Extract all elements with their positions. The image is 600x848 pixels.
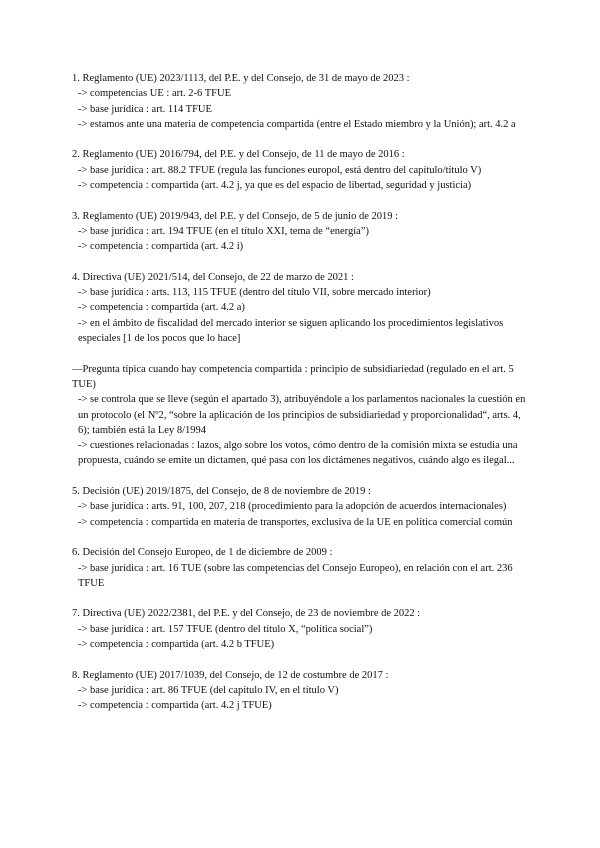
entry-detail: -> competencia : compartida (art. 4.2 b TFUE): [78, 638, 275, 650]
entry-block: [72, 270, 532, 346]
entry-detail: -> base jurídica : art. 16 TUE (sobre las competencias del Consejo Europeo), en relación con el art. 236 TFUE: [78, 562, 513, 589]
entry-detail: -> competencia : compartida (art. 4.2 j, ya que es del espacio de libertad, seguridad y justicia): [78, 180, 472, 192]
entry-detail: -> estamos ante una materia de competencia compartida (entre el Estado miembro y la Unión); art. 4.2 a: [78, 118, 516, 130]
entry-detail: -> en el ámbito de fiscalidad del mercado interior se siguen aplicando los procedimientos legislativos especiales [1 de los pocos que lo hace]: [78, 317, 504, 345]
entry-heading: 3. Reglamento (UE) 2019/943, del P.E. y del Consejo, de 5 de junio de 2019 :: [72, 210, 399, 222]
entry-detail: -> base jurídica : arts. 91, 100, 207, 218 (procedimiento para la adopción de acuerdos internacionales): [78, 501, 507, 513]
entry-block: [72, 71, 532, 132]
entry-heading: 7. Directiva (UE) 2022/2381, del P.E. y del Consejo, de 23 de noviembre de 2022 :: [72, 608, 421, 620]
entry-block: [72, 209, 532, 255]
entry-detail: -> competencia : compartida (art. 4.2 a): [78, 302, 245, 314]
entry-detail: -> base jurídica : art. 86 TFUE (del capítulo IV, en el título V): [78, 684, 339, 696]
entry-block: [72, 545, 532, 591]
entry-detail: -> cuestiones relacionadas : lazos, algo sobre los votos, cómo dentro de la comisión mixta se estudia una propuesta, cuándo se emite un dictamen, qué pasa con los dictámenes negativos, cuándo algo es ilegal...: [78, 440, 518, 467]
entry-block: [72, 147, 532, 193]
entry-detail: -> competencia : compartida en materia de transportes, exclusiva de la UE en política comercial común: [78, 516, 513, 528]
entry-heading: 1. Reglamento (UE) 2023/1113, del P.E. y del Consejo, de 31 de mayo de 2023 :: [72, 73, 410, 84]
entry-detail: -> se controla que se lleve (según el apartado 3), atribuyéndole a los parlamentos nacionales la cuestión en un protocolo (el Nº2, “sobre la aplicación de los principios de subsidiariedad y proporcionalidad“, arts. 4, 6); también está la Ley 8/1994: [78, 394, 526, 436]
entry-heading: 5. Decisión (UE) 2019/1875, del Consejo, de 8 de noviembre de 2019 :: [72, 486, 371, 498]
entry-detail: -> base jurídica : art. 194 TFUE (en el título XXI, tema de “energía”): [78, 225, 369, 237]
entry-detail: -> competencia : compartida (art. 4.2 j TFUE): [78, 700, 272, 712]
entry-block: [72, 668, 532, 714]
entry-detail: -> base jurídica : art. 88.2 TFUE (regula las funciones europol, está dentro del capítulo/título V): [78, 164, 482, 176]
entry-heading: —Pregunta típica cuando hay competencia compartida : principio de subsidiariedad (regulado en el art. 5 TUE): [72, 363, 514, 390]
entry-block: [72, 484, 532, 530]
entry-heading: 4. Directiva (UE) 2021/514, del Consejo, de 22 de marzo de 2021 :: [72, 271, 354, 283]
entry-heading: 8. Reglamento (UE) 2017/1039, del Consejo, de 12 de costumbre de 2017 :: [72, 669, 389, 681]
entry-block: [72, 606, 532, 652]
entry-detail: -> base jurídica : arts. 113, 115 TFUE (dentro del título VII, sobre mercado interior): [78, 287, 431, 299]
entry-detail: -> competencias UE : art. 2-6 TFUE: [78, 88, 231, 100]
entry-detail: -> competencia : compartida (art. 4.2 i): [78, 241, 244, 253]
entry-detail: -> base jurídica : art. 114 TFUE: [78, 103, 212, 115]
entry-block: [72, 362, 532, 469]
entry-detail: -> base jurídica : art. 157 TFUE (dentro del título X, “política social”): [78, 623, 373, 635]
entry-heading: 2. Reglamento (UE) 2016/794, del P.E. y del Consejo, de 11 de mayo de 2016 :: [72, 149, 405, 161]
entry-heading: 6. Decisión del Consejo Europeo, de 1 de diciembre de 2009 :: [72, 547, 333, 559]
document-page: [72, 71, 532, 729]
